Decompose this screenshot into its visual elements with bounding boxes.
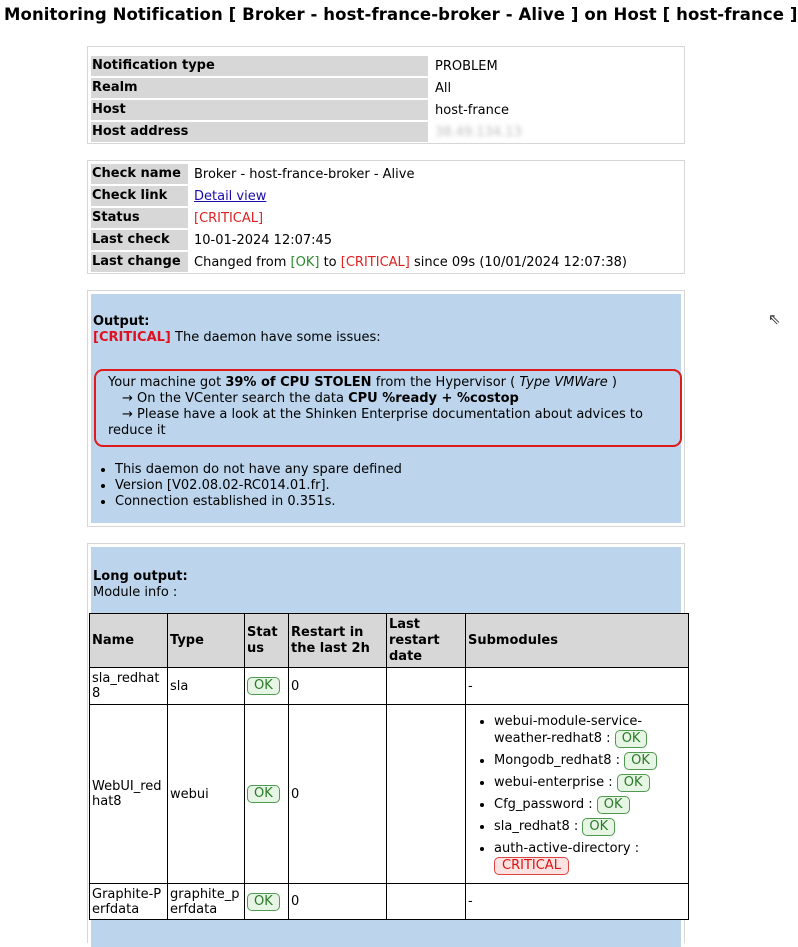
submodule-name: auth-active-directory: [494, 841, 631, 856]
last-change-mid: to: [319, 254, 341, 270]
submodule-name: sla_redhat8: [494, 819, 570, 834]
module-name: WebUI_redhat8: [90, 705, 168, 884]
module-last-restart: [387, 705, 466, 884]
list-item: • Mongodb_redhat8 : OK: [494, 752, 686, 770]
output-box: [87, 290, 685, 527]
module-name: sla_redhat8: [90, 668, 168, 705]
col-submodules: Submodules: [466, 614, 689, 668]
submodule-list: [468, 713, 686, 875]
submodule-name: Mongodb_redhat8: [494, 753, 612, 768]
module-status: [245, 705, 289, 884]
alert-l1-c: from the Hypervisor (: [371, 375, 520, 390]
check-link-label: Check link: [91, 186, 188, 206]
last-change-prefix: Changed from: [194, 254, 291, 270]
module-type: graphite_perfdata: [168, 884, 245, 920]
alert-line-1: [108, 375, 668, 391]
host-address-label: Host address: [91, 122, 428, 142]
cpu-stolen-alert: [94, 369, 682, 447]
col-type: Type: [168, 614, 245, 668]
alert-line-3: [108, 407, 668, 439]
row-last-change: [91, 251, 681, 273]
ok-badge[interactable]: OK: [247, 785, 280, 803]
list-item: • webui-module-service-weather-redhat8 : OK: [494, 713, 686, 748]
host-value: host-france: [435, 102, 510, 118]
row-last-check: [91, 229, 681, 251]
module-info-label: Module info :: [93, 585, 178, 600]
check-name-label: Check name: [91, 164, 188, 184]
module-submodules: [466, 705, 689, 884]
long-output-box: [87, 543, 685, 943]
col-restart: Restart in the last 2h: [289, 614, 387, 668]
list-item: • Cfg_password : OK: [494, 796, 686, 814]
ok-badge[interactable]: OK: [597, 796, 630, 814]
output-message-text: The daemon have some issues:: [170, 330, 381, 345]
last-change-value: [194, 255, 627, 270]
last-change-suffix: since 09s (10/01/2024 12:07:38): [409, 254, 627, 270]
check-name-value: Broker - host-france-broker - Alive: [194, 166, 415, 182]
alert-l1-b: 39% of CPU STOLEN: [225, 375, 372, 390]
notification-type-value: PROBLEM: [435, 58, 498, 74]
col-status: Stat us: [245, 614, 289, 668]
list-item: • sla_redhat8 : OK: [494, 818, 686, 836]
page-title: Monitoring Notification [ Broker - host-france-broker - Alive ] on Host [ host-france ]: [4, 5, 798, 24]
submodule-name: Cfg_password: [494, 797, 585, 812]
row-host: [91, 99, 681, 121]
module-submodules: -: [466, 884, 689, 920]
host-address-value: 38.49.134.13: [435, 124, 522, 140]
alert-l1-d: Type VMWare: [519, 375, 608, 390]
list-item: • webui-enterprise : OK: [494, 774, 686, 792]
output-message: [93, 330, 381, 345]
alert-line-2: [108, 391, 668, 407]
module-table-header: [90, 614, 689, 668]
row-check-name: [91, 163, 681, 185]
submodule-name: webui-module-service-weather-redhat8: [494, 714, 643, 746]
module-type: webui: [168, 705, 245, 884]
last-change-to: [CRITICAL]: [340, 254, 410, 270]
table-row: [90, 668, 689, 705]
module-status: [245, 884, 289, 920]
bullet-version: • Version [V02.08.02-RC014.01.fr].: [115, 478, 402, 494]
module-restarts: 0: [289, 705, 387, 884]
module-submodules: -: [466, 668, 689, 705]
module-last-restart: [387, 668, 466, 705]
col-name: Name: [90, 614, 168, 668]
status-label: Status: [91, 208, 188, 228]
last-change-from: [OK]: [290, 254, 320, 270]
module-last-restart: [387, 884, 466, 920]
check-info-box: [87, 160, 685, 274]
last-check-label: Last check: [91, 230, 188, 250]
bullet-spare: • This daemon do not have any spare defined: [115, 462, 402, 478]
row-notification-type: [91, 55, 681, 77]
module-name: Graphite-Perfdata: [90, 884, 168, 920]
col-last-restart: Last restart date: [387, 614, 466, 668]
module-table: [89, 613, 689, 920]
long-output-label: Long output:: [93, 569, 188, 584]
module-restarts: 0: [289, 668, 387, 705]
realm-value: All: [435, 80, 452, 96]
alert-l2-a: → On the VCenter search the data: [122, 391, 349, 406]
last-check-value: 10-01-2024 12:07:45: [194, 232, 333, 248]
host-label: Host: [91, 100, 428, 120]
host-info-box: [87, 46, 685, 144]
output-critical-tag: [CRITICAL]: [93, 330, 171, 345]
ok-badge[interactable]: OK: [615, 730, 648, 748]
submodule-name: webui-enterprise: [494, 775, 605, 790]
row-check-link: [91, 185, 681, 207]
alert-l2-b: CPU %ready + %costop: [348, 391, 519, 406]
alert-l1-e: ): [607, 375, 617, 390]
alert-l3: → Please have a look at the Shinken Enterprise documentation about advices to reduce it: [108, 407, 643, 438]
row-host-address: [91, 121, 681, 143]
output-panel: [91, 294, 681, 523]
row-status: [91, 207, 681, 229]
output-label: Output:: [93, 314, 150, 329]
ok-badge[interactable]: OK: [247, 893, 280, 911]
alert-l1-a: Your machine got: [108, 375, 226, 390]
output-bullets: [89, 462, 402, 510]
list-item: • auth-active-directory : CRITICAL: [494, 840, 686, 875]
detail-view-link[interactable]: Detail view: [194, 188, 267, 204]
module-status: [245, 668, 289, 705]
ok-badge[interactable]: OK: [624, 752, 657, 770]
last-change-label: Last change: [91, 252, 188, 272]
long-output-panel: [91, 547, 681, 947]
bullet-connection: • Connection established in 0.351s.: [115, 494, 402, 510]
ok-badge[interactable]: OK: [247, 677, 280, 695]
notification-type-label: Notification type: [91, 56, 428, 76]
realm-label: Realm: [91, 78, 428, 98]
mouse-cursor-icon: ⇖: [768, 310, 781, 328]
table-row: [90, 884, 689, 920]
ok-badge[interactable]: OK: [617, 774, 650, 792]
table-row: [90, 705, 689, 884]
module-restarts: 0: [289, 884, 387, 920]
status-value: [CRITICAL]: [194, 210, 264, 226]
ok-badge[interactable]: OK: [582, 818, 615, 836]
row-realm: [91, 77, 681, 99]
critical-badge[interactable]: CRITICAL: [494, 857, 569, 875]
module-type: sla: [168, 668, 245, 705]
